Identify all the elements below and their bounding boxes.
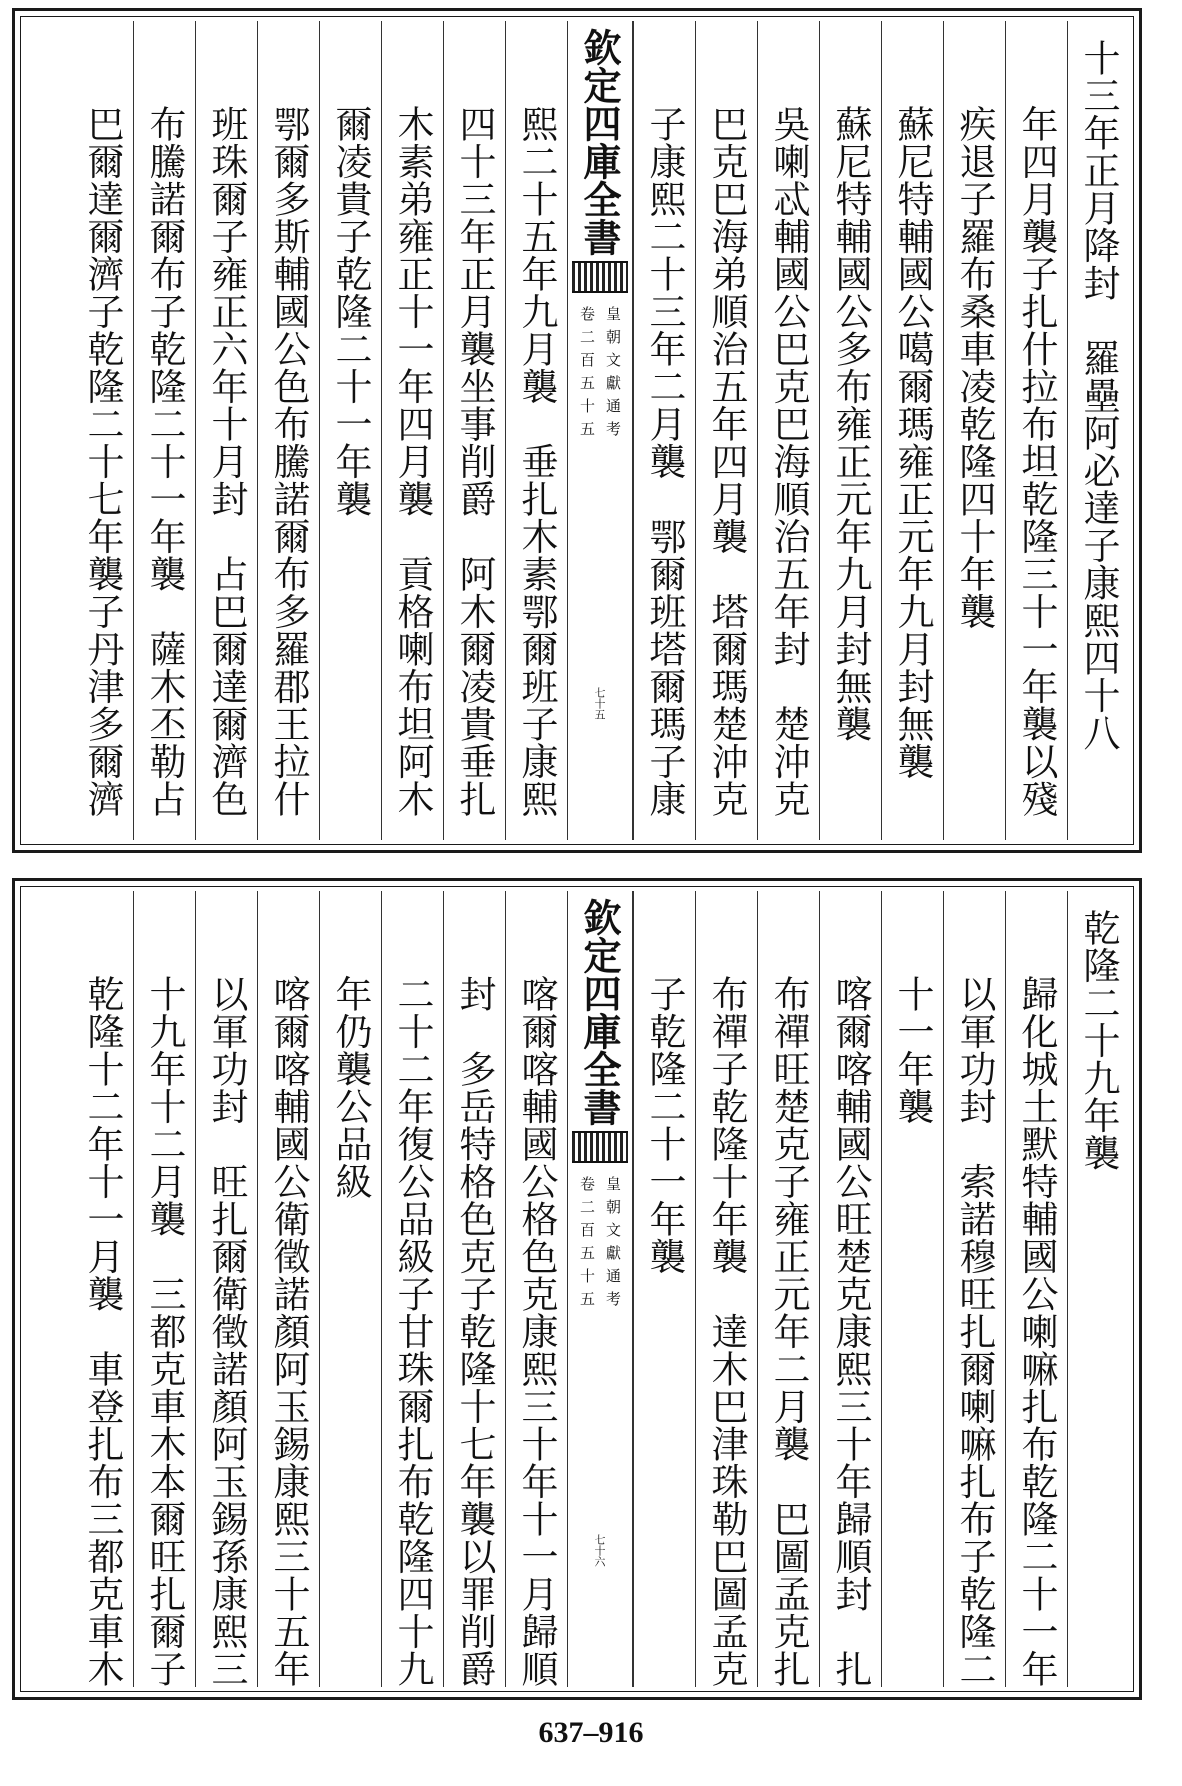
- page-spine: [567, 21, 633, 840]
- text-column: 巴爾達爾濟子乾隆二十七年襲子丹津多爾濟: [81, 105, 124, 818]
- text-column: 子乾隆二十一年襲: [633, 891, 695, 1687]
- spine-subtitle: [568, 1176, 632, 1314]
- text-column: 喀爾喀輔國公旺楚克康熙三十年歸順封 扎: [819, 891, 881, 1687]
- text-column: 蘇尼特輔國公噶爾瑪雍正元年九月封無襲: [881, 21, 943, 840]
- book-title: 欽定四庫全書: [577, 28, 622, 256]
- text-column: 巴克巴海弟順治五年四月襲 塔爾瑪楚沖克: [695, 21, 757, 840]
- text-column: 吳喇忒輔國公巴克巴海順治五年封 楚沖克: [757, 21, 819, 840]
- juan-number: 卷二百五十五: [578, 1176, 596, 1314]
- text-column: 年仍襲公品級: [319, 891, 381, 1687]
- text-column: 乾隆十二年十一月襲 車登扎布三都克車木: [81, 975, 124, 1687]
- text-column: 封 多岳特格色克子乾隆十七年襲以罪削爵: [443, 891, 505, 1687]
- text-column: 十九年十二月襲 三都克車木本爾旺扎爾子: [133, 891, 195, 1687]
- text-column: 布禪子乾隆十年襲 達木巴津珠勒巴圖孟克: [695, 891, 757, 1687]
- text-column: 以軍功封 旺扎爾衛徵諾顏阿玉錫孫康熙三: [195, 891, 257, 1687]
- text-column: 爾凌貴子乾隆二十一年襲: [319, 21, 381, 840]
- text-column: 布禪旺楚克子雍正元年二月襲 巴圖孟克扎: [757, 891, 819, 1687]
- spine-subtitle: [568, 306, 632, 444]
- page-number: 637–916: [538, 1716, 644, 1749]
- text-column: 子康熙二十三年二月襲 鄂爾班塔爾瑪子康: [633, 21, 695, 840]
- folio-number: 七十五: [593, 687, 606, 720]
- page-spine: [567, 891, 633, 1687]
- text-column: 喀爾喀輔國公衛徵諾顏阿玉錫康熙三十五年: [257, 891, 319, 1687]
- top-page: [12, 8, 1142, 853]
- text-column: 木素弟雍正十一年四月襲 貢格喇布坦阿木: [381, 21, 443, 840]
- text-column: 二十二年復公品級子甘珠爾扎布乾隆四十九: [381, 891, 443, 1687]
- text-column: 十一年襲: [881, 891, 943, 1687]
- work-title: 皇朝文獻通考: [604, 1176, 622, 1314]
- text-column: 歸化城土默特輔國公喇嘛扎布乾隆二十一年: [1005, 891, 1067, 1687]
- bottom-page: [12, 878, 1142, 1700]
- fishtail-ornament: [572, 261, 628, 293]
- text-column: 布騰諾爾布子乾隆二十一年襲 薩木丕勒占: [133, 21, 195, 840]
- book-title: 欽定四庫全書: [577, 898, 622, 1126]
- text-column: 年四月襲子扎什拉布坦乾隆三十一年襲以殘: [1005, 21, 1067, 840]
- bottom-page-columns: [25, 891, 1129, 1687]
- folio-number: 七十六: [593, 1534, 606, 1567]
- top-page-columns: [25, 21, 1129, 840]
- juan-number: 卷二百五十五: [578, 306, 596, 444]
- text-column: 蘇尼特輔國公多布雍正元年九月封無襲: [819, 21, 881, 840]
- text-column: 乾隆二十九年襲: [1067, 891, 1129, 1687]
- text-column: 鄂爾多斯輔國公色布騰諾爾布多羅郡王拉什: [257, 21, 319, 840]
- text-column: 以軍功封 索諾穆旺扎爾喇嘛扎布子乾隆二: [943, 891, 1005, 1687]
- text-column: 班珠爾子雍正六年十月封 占巴爾達爾濟色: [195, 21, 257, 840]
- fishtail-ornament: [572, 1131, 628, 1163]
- text-column: 熙二十五年九月襲 垂扎木素鄂爾班子康熙: [505, 21, 567, 840]
- work-title: 皇朝文獻通考: [604, 306, 622, 444]
- text-column: 四十三年正月襲坐事削爵 阿木爾凌貴垂扎: [443, 21, 505, 840]
- text-column: 十三年正月降封 羅壘阿必達子康熙四十八: [1067, 21, 1129, 840]
- text-column: 喀爾喀輔國公格色克康熙三十年十一月歸順: [505, 891, 567, 1687]
- text-column: 疾退子羅布桑車凌乾隆四十年襲: [943, 21, 1005, 840]
